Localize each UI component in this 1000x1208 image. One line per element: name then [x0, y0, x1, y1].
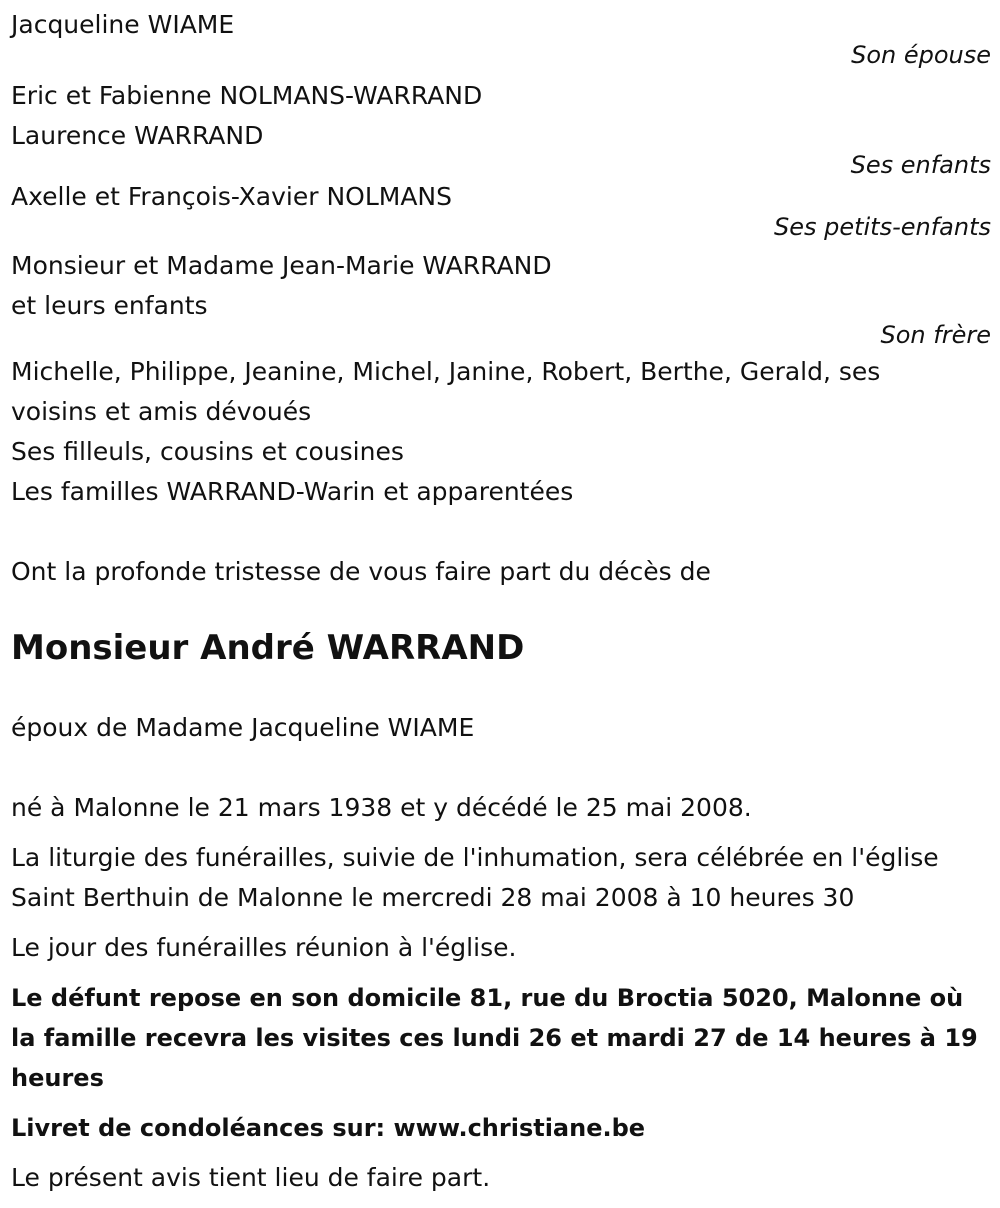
spouse-name: Jacqueline WIAME	[11, 10, 235, 39]
others-line-1: Michelle, Philippe, Jeanine, Michel, Janine, Robert, Berthe, Gerald, ses voisins et amis dévoués	[11, 357, 881, 426]
announcement: Ont la profonde tristesse de vous faire part du décès de	[11, 557, 711, 586]
children-role: Ses enfants	[850, 151, 991, 179]
brother-role: Son frère	[880, 321, 991, 349]
child-line-2: Laurence WARRAND	[11, 121, 264, 150]
deceased-name: Monsieur André WARRAND	[11, 628, 525, 668]
visitation-paragraph: Le défunt repose en son domicile 81, rue du Broctia 5020, Malonne où la famille recevra les visites ces lundi 26 et mardi 27 de 14 heures à 19 heures	[11, 984, 978, 1092]
condolences-line: Livret de condoléances sur: www.christiane.be	[11, 1114, 646, 1142]
grandchildren-line: Axelle et François-Xavier NOLMANS	[11, 182, 452, 211]
child-line-1: Eric et Fabienne NOLMANS-WARRAND	[11, 81, 483, 110]
others-line-3: Les familles WARRAND-Warin et apparentées	[11, 477, 574, 506]
grandchildren-role: Ses petits-enfants	[773, 213, 991, 241]
others-line-2: Ses filleuls, cousins et cousines	[11, 437, 404, 466]
closing-line: Le présent avis tient lieu de faire part.	[11, 1163, 491, 1192]
meeting-line: Le jour des funérailles réunion à l'église.	[11, 933, 517, 962]
birth-death-line: né à Malonne le 21 mars 1938 et y décédé le 25 mai 2008.	[11, 793, 752, 822]
brother-line-1: Monsieur et Madame Jean-Marie WARRAND	[11, 251, 552, 280]
relation-line: époux de Madame Jacqueline WIAME	[11, 713, 475, 742]
spouse-role: Son épouse	[851, 41, 991, 69]
death-notice	[11, 8, 991, 1198]
liturgy-paragraph: La liturgie des funérailles, suivie de l'inhumation, sera célébrée en l'église Saint Berthuin de Malonne le mercredi 28 mai 2008 à 10 heures 30	[11, 843, 939, 912]
brother-line-2: et leurs enfants	[11, 291, 208, 320]
